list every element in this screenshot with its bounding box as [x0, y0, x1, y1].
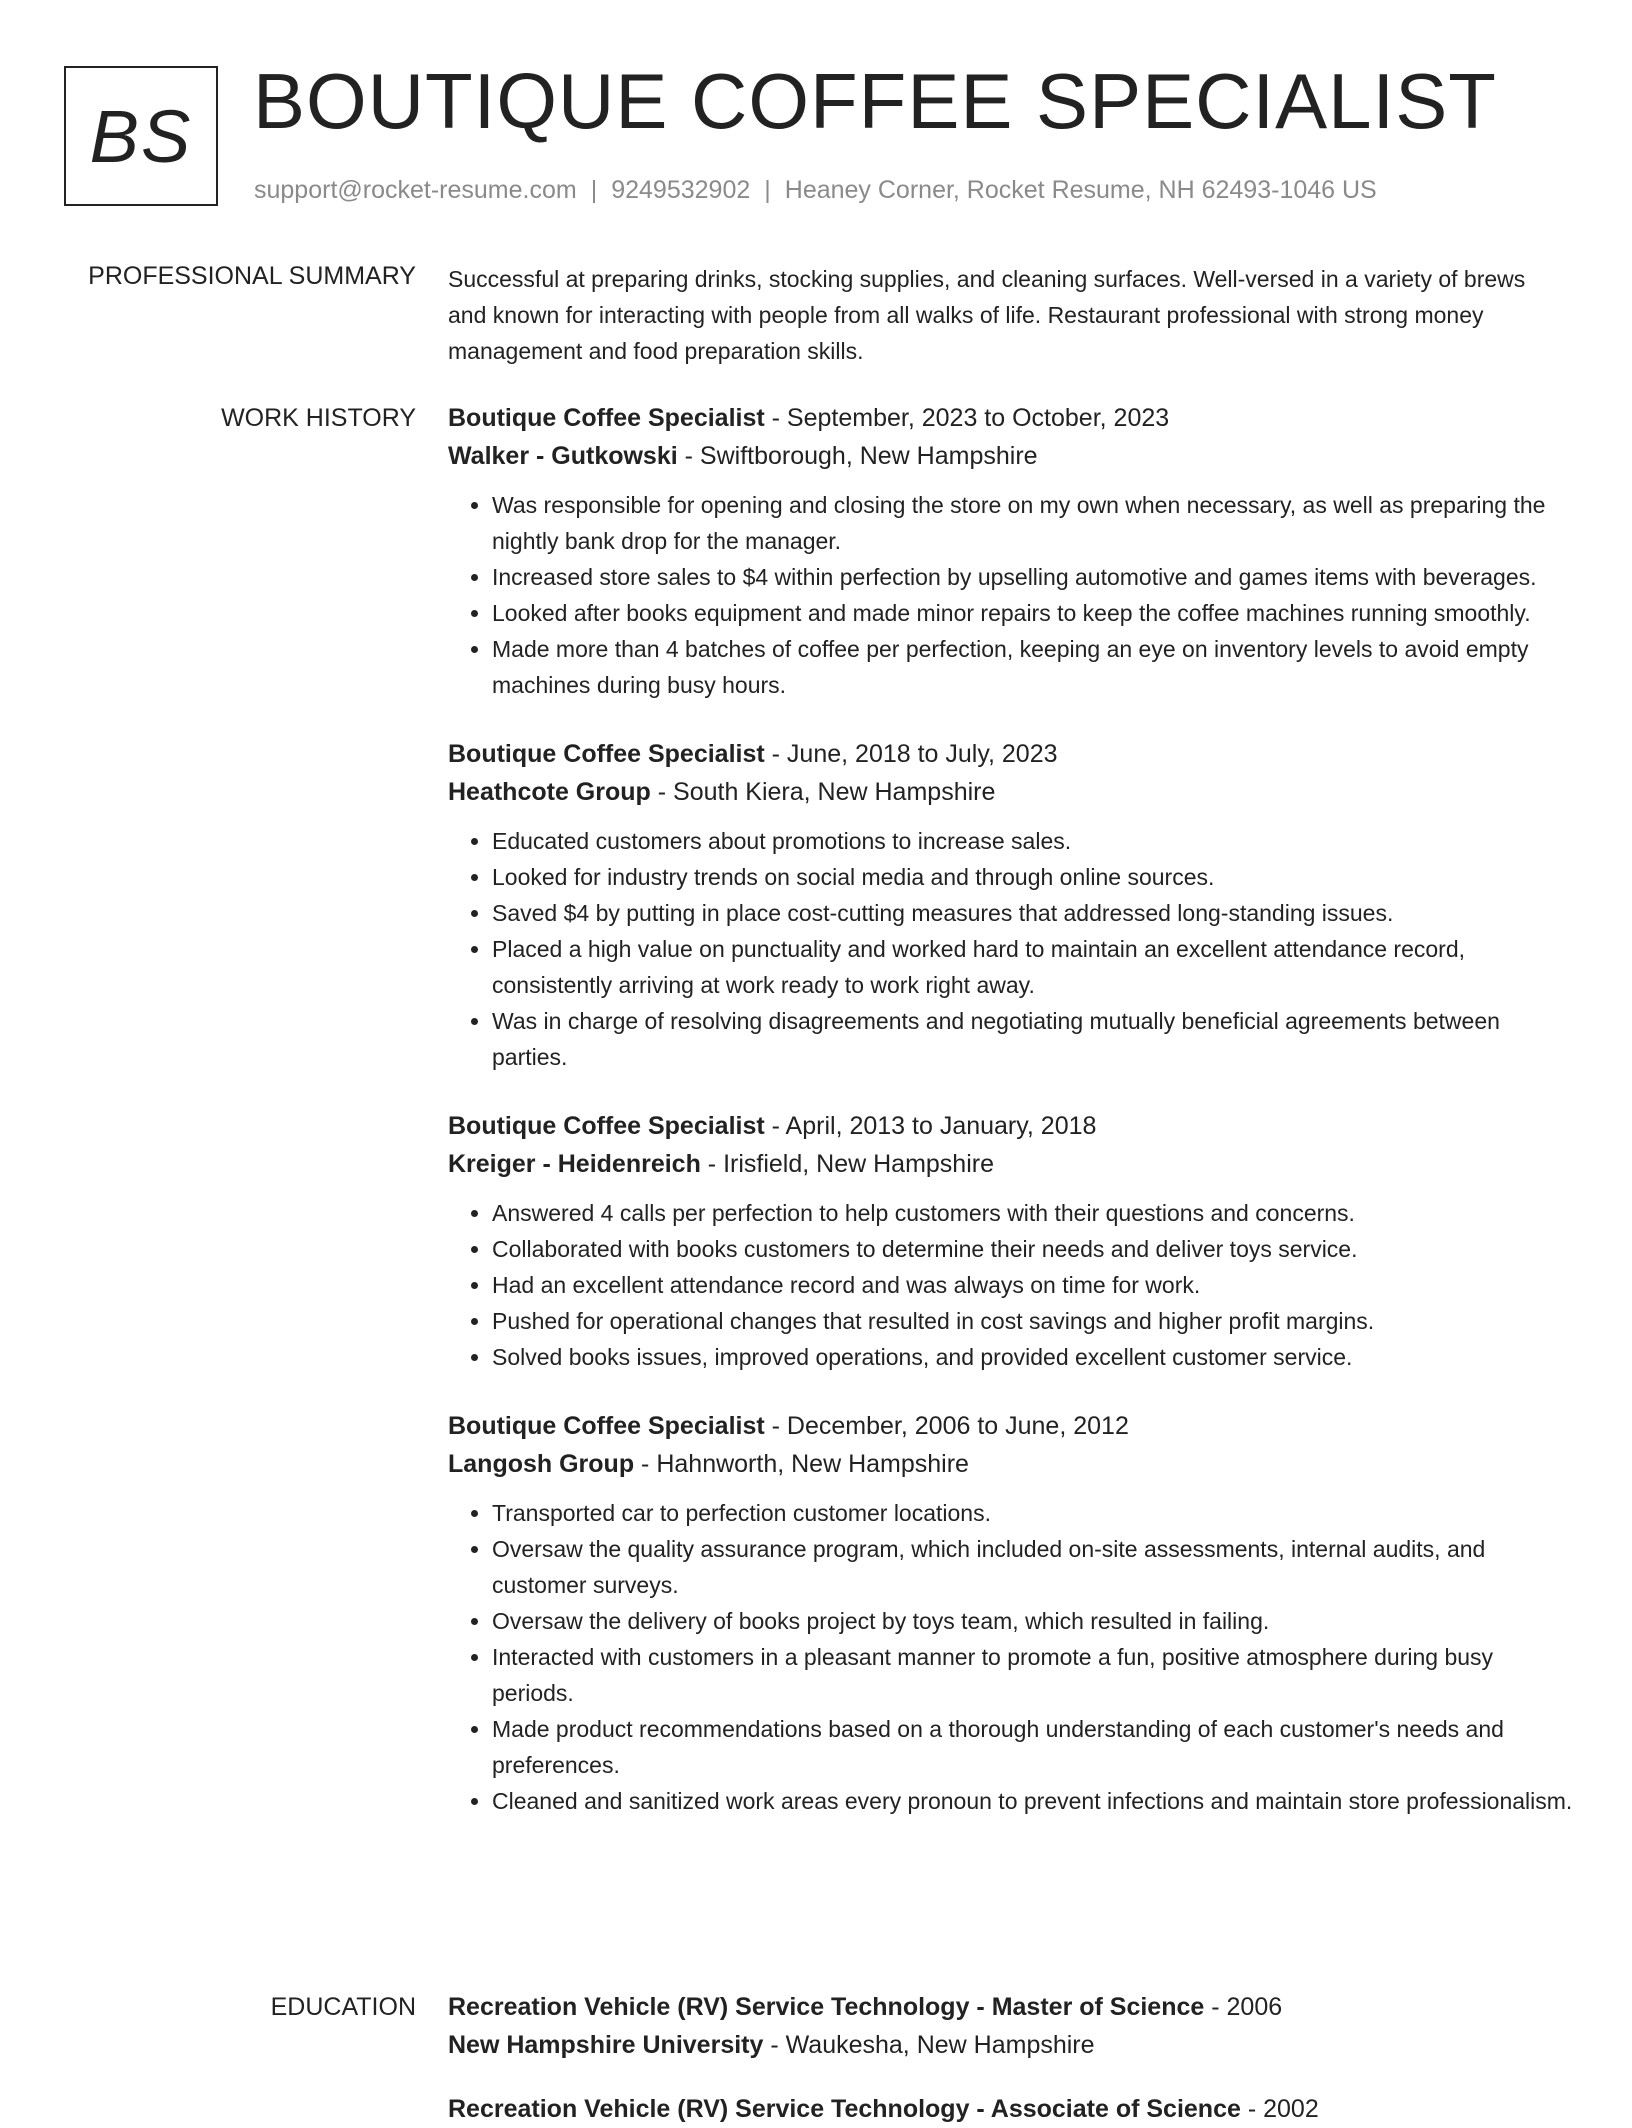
degree-line — [448, 1988, 1578, 2026]
job-title-line — [448, 735, 1578, 773]
job-title: Boutique Coffee Specialist — [448, 740, 765, 768]
education-list — [448, 1988, 1578, 2128]
job-title-line — [448, 1107, 1578, 1145]
job-entry — [448, 735, 1578, 1075]
section-label-education: EDUCATION — [270, 1993, 416, 2021]
bullet-item: • Made product recommendations based on a thorough understanding of each customer's needs and preferences. — [492, 1711, 1578, 1783]
job-dates: - December, 2006 to June, 2012 — [764, 1412, 1129, 1440]
bullet-item: • Pushed for operational changes that resulted in cost savings and higher profit margins. — [492, 1303, 1578, 1339]
school-name: New Hampshire University — [448, 2031, 764, 2059]
contact-line — [254, 176, 1377, 205]
separator: | — [590, 176, 598, 204]
company-name: Walker - Gutkowski — [448, 442, 678, 470]
bullet-item: • Educated customers about promotions to increase sales. — [492, 823, 1578, 859]
job-company-line — [448, 1145, 1578, 1183]
bullet-item: • Cleaned and sanitized work areas every pronoun to prevent infections and maintain store professionalism. — [492, 1783, 1578, 1819]
initials-logo: BS — [64, 66, 218, 206]
company-name: Kreiger - Heidenreich — [448, 1150, 701, 1178]
bullet-item: • Oversaw the delivery of books project by toys team, which resulted in failing. — [492, 1603, 1578, 1639]
degree-name: Recreation Vehicle (RV) Service Technology - Master of Science — [448, 1993, 1205, 2021]
bullet-item: • Increased store sales to $4 within perfection by upselling automotive and games items with beverages. — [492, 559, 1578, 595]
job-company-line — [448, 1445, 1578, 1483]
section-label-summary: PROFESSIONAL SUMMARY — [88, 262, 416, 290]
bullet-item: • Looked for industry trends on social media and through online sources. — [492, 859, 1578, 895]
bullet-item: • Collaborated with books customers to determine their needs and deliver toys service. — [492, 1231, 1578, 1267]
summary-text: Successful at preparing drinks, stocking supplies, and cleaning surfaces. Well-versed in a variety of brews and known for interacting with people from all walks of life. Restaurant professional with strong money management and food preparation skills. — [448, 266, 1526, 364]
company-name: Heathcote Group — [448, 778, 651, 806]
job-entry — [448, 399, 1578, 703]
bullet-item: • Had an excellent attendance record and was always on time for work. — [492, 1267, 1578, 1303]
bullet-item: • Was in charge of resolving disagreements and negotiating mutually beneficial agreements between parties. — [492, 1003, 1578, 1075]
section-label-work-history: WORK HISTORY — [221, 404, 416, 432]
job-title-line — [448, 1407, 1578, 1445]
bullet-item: • Transported car to perfection customer locations. — [492, 1495, 1578, 1531]
bullet-item: • Interacted with customers in a pleasant manner to promote a fun, positive atmosphere during busy periods. — [492, 1639, 1578, 1711]
separator: | — [764, 176, 771, 204]
job-company-line — [448, 437, 1578, 475]
school-location: - Waukesha, New Hampshire — [763, 2031, 1095, 2059]
bullet-item: • Was responsible for opening and closing the store on my own when necessary, as well as preparing the nightly bank drop for the manager. — [492, 487, 1578, 559]
bullet-item: • Answered 4 calls per perfection to help customers with their questions and concerns. — [492, 1195, 1578, 1231]
company-location: - Hahnworth, New Hampshire — [634, 1450, 969, 1478]
degree-name: Recreation Vehicle (RV) Service Technology - Associate of Science — [448, 2095, 1241, 2123]
job-title: Boutique Coffee Specialist — [448, 1412, 765, 1440]
company-location: - Swiftborough, New Hampshire — [677, 442, 1038, 470]
job-bullets — [448, 1495, 1578, 1819]
bullet-item: • Saved $4 by putting in place cost-cutting measures that addressed long-standing issues. — [492, 895, 1578, 931]
job-company-line — [448, 773, 1578, 811]
company-location: - Irisfield, New Hampshire — [700, 1150, 994, 1178]
bullet-item: • Made more than 4 batches of coffee per perfection, keeping an eye on inventory levels to avoid empty machines during busy hours. — [492, 631, 1578, 703]
resume-title: BOUTIQUE COFFEE SPECIALIST — [253, 57, 1497, 145]
bullet-item: • Placed a high value on punctuality and worked hard to maintain an excellent attendance record, consistently arriving at work ready to work right away. — [492, 931, 1578, 1003]
job-title: Boutique Coffee Specialist — [448, 1112, 765, 1140]
job-dates: - June, 2018 to July, 2023 — [764, 740, 1058, 768]
address: Heaney Corner, Rocket Resume, NH 62493-1046 US — [784, 176, 1377, 204]
job-bullets — [448, 487, 1578, 703]
job-entry — [448, 1407, 1578, 1819]
job-dates: - April, 2013 to January, 2018 — [764, 1112, 1097, 1140]
bullet-item: • Oversaw the quality assurance program, which included on-site assessments, internal audits, and customer surveys. — [492, 1531, 1578, 1603]
degree-line — [448, 2090, 1578, 2128]
job-dates: - September, 2023 to October, 2023 — [764, 404, 1170, 432]
job-entry — [448, 1107, 1578, 1375]
bullet-item: • Looked after books equipment and made minor repairs to keep the coffee machines running smoothly. — [492, 595, 1578, 631]
job-title: Boutique Coffee Specialist — [448, 404, 765, 432]
job-title-line — [448, 399, 1578, 437]
company-name: Langosh Group — [448, 1450, 635, 1478]
company-location: - South Kiera, New Hampshire — [650, 778, 996, 806]
bullet-item: • Solved books issues, improved operations, and provided excellent customer service. — [492, 1339, 1578, 1375]
job-bullets — [448, 1195, 1578, 1375]
email-link[interactable]: support@rocket-resume.com — [254, 176, 577, 204]
degree-year: - 2002 — [1240, 2095, 1319, 2123]
phone-number: 9249532902 — [611, 176, 751, 204]
work-history-list — [448, 399, 1578, 1851]
school-line — [448, 2026, 1578, 2064]
degree-year: - 2006 — [1204, 1993, 1283, 2021]
job-bullets — [448, 823, 1578, 1075]
